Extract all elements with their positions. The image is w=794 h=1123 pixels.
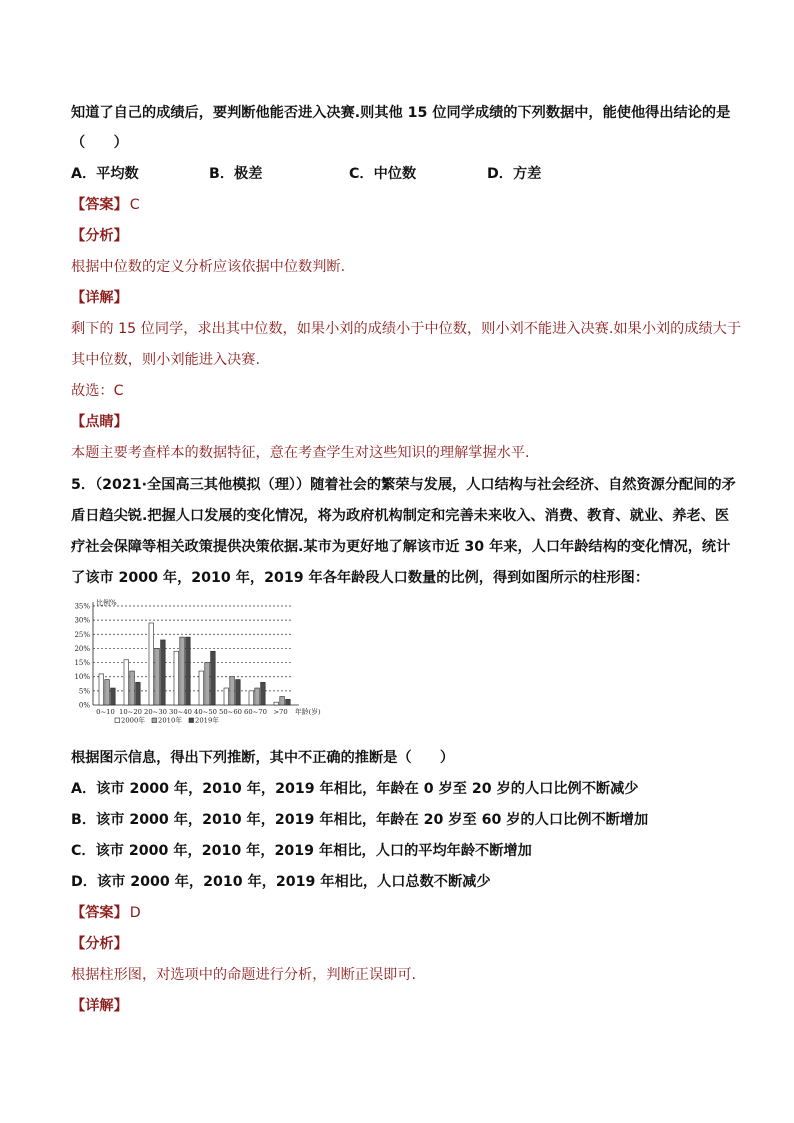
- bar-2: [105, 680, 110, 705]
- chart-grid: [93, 606, 293, 691]
- q5-question: 根据图示信息，得出下列推断，其中不正确的推断是（ ）: [71, 750, 455, 766]
- bar-1: [249, 691, 254, 705]
- legend-label: 2010年: [158, 716, 183, 725]
- legend-swatch: [152, 718, 157, 723]
- bar-3: [286, 699, 291, 705]
- y-tick-label: 5%: [78, 687, 90, 696]
- legend-label: 2019年: [195, 716, 220, 725]
- q5-stem-line4: 了该市 2000 年，2010 年，2019 年各年龄段人口数量的比例，得到如图所示的柱形图：: [71, 570, 650, 586]
- q4-option-a: A．平均数: [71, 166, 139, 182]
- y-tick-label: 20%: [74, 644, 90, 653]
- bar-2: [230, 677, 235, 705]
- q4-option-d: D．方差: [487, 166, 542, 182]
- q5-analysis: 根据柱形图，对选项中的命题进行分析，判断正误即可.: [71, 967, 417, 983]
- y-tick-label: 10%: [74, 673, 90, 682]
- bar-2: [180, 637, 185, 705]
- bar-1: [174, 651, 179, 705]
- bar-3: [161, 640, 166, 705]
- q5-option-a: A．该市 2000 年，2010 年，2019 年相比，年龄在 0 岁至 20 岁的人口比例不断减少: [71, 781, 639, 797]
- bar-3: [261, 682, 266, 705]
- q5-stem-line2: 盾日趋尖锐.把握人口发展的变化情况，将为政府机构制定和完善未来收入、消费、教育、就业、养老、医: [71, 508, 730, 524]
- y-tick-label: 15%: [74, 659, 90, 668]
- bar-3: [111, 688, 116, 705]
- bar-2: [205, 663, 210, 705]
- q4-answer-row: [71, 195, 140, 215]
- q4-answer: C: [129, 197, 140, 213]
- q4-stem-line2: （ ）: [71, 135, 128, 151]
- bar-3: [236, 680, 241, 705]
- x-tick-label: 30~40: [169, 708, 192, 716]
- legend-swatch: [189, 718, 194, 723]
- q4-analysis: 根据中位数的定义分析应该依据中位数判断.: [71, 259, 346, 275]
- q5-option-c: C．该市 2000 年，2010 年，2019 年相比，人口的平均年龄不断增加: [71, 843, 532, 859]
- q4-detail-line1: 剩下的 15 位同学，求出其中位数，如果小刘的成绩小于中位数，则小刘不能进入决赛.如果小刘的成绩大于: [71, 321, 742, 337]
- bar-1: [124, 660, 129, 705]
- q5-detail-label: 【详解】: [71, 998, 128, 1014]
- chart-bars: [99, 623, 290, 705]
- bar-3: [186, 637, 191, 705]
- q5-option-b: B．该市 2000 年，2010 年，2019 年相比，年龄在 20 岁至 60 岁的人口比例不断增加: [71, 812, 649, 828]
- x-axis-label: 年龄(岁): [295, 708, 321, 716]
- q4-answer-label: 【答案】: [71, 197, 128, 213]
- x-tick-label: 20~30: [144, 708, 167, 716]
- bar-3: [136, 682, 141, 705]
- age-bar-chart: [71, 598, 331, 726]
- q4-detail-label: 【详解】: [71, 290, 128, 306]
- q5-stem-line3: 疗社会保障等相关政策提供决策依据.某市为更好地了解该市近 30 年来，人口年龄结构的变化情况，统计: [71, 539, 731, 555]
- y-tick-label: 35%: [74, 602, 90, 611]
- q5-answer: D: [129, 905, 141, 921]
- y-tick-label: 25%: [74, 630, 90, 639]
- bar-1: [274, 702, 279, 705]
- q4-analysis-label: 【分析】: [71, 228, 128, 244]
- q4-option-b: B．极差: [209, 166, 263, 182]
- q5-option-d: D．该市 2000 年，2010 年，2019 年相比，人口总数不断减少: [71, 874, 491, 890]
- q4-comment-label: 【点睛】: [71, 414, 128, 430]
- bar-2: [130, 671, 135, 705]
- legend-label: 2000年: [121, 716, 146, 725]
- x-tick-label: 0~10: [96, 708, 115, 716]
- q5-answer-label: 【答案】: [71, 905, 128, 921]
- bar-3: [211, 651, 216, 705]
- q5-analysis-label: 【分析】: [71, 936, 128, 952]
- x-tick-label: >70: [273, 708, 288, 716]
- bar-2: [280, 697, 285, 705]
- q4-stem-line1: 知道了自己的成绩后，要判断他能否进入决赛.则其他 15 位同学成绩的下列数据中，能使他得出结论的是: [71, 105, 731, 121]
- q4-detail-line2: 其中位数，则小刘能进入决赛.: [71, 352, 260, 368]
- bar-1: [99, 674, 104, 705]
- bar-2: [255, 688, 260, 705]
- bar-1: [224, 688, 229, 705]
- x-tick-label: 60~70: [244, 708, 267, 716]
- x-tick-label: 40~50: [194, 708, 217, 716]
- q5-stem-line1: 5．（2021·全国高三其他模拟（理））随着社会的繁荣与发展，人口结构与社会经济、自然资源分配间的矛: [71, 477, 736, 493]
- x-tick-label: 50~60: [219, 708, 242, 716]
- legend-swatch: [115, 718, 120, 723]
- q4-choose: 故选：C: [71, 383, 124, 399]
- x-tick-label: 10~20: [119, 708, 142, 716]
- y-tick-label: 0%: [78, 701, 90, 710]
- bar-1: [149, 623, 154, 705]
- q4-comment: 本题主要考查样本的数据特征，意在考查学生对这些知识的理解掌握水平.: [71, 445, 530, 461]
- y-tick-label: 30%: [74, 616, 90, 625]
- chart-legend: [115, 716, 219, 725]
- q5-answer-row: [71, 903, 141, 923]
- bar-2: [155, 648, 160, 705]
- q4-option-c: C．中位数: [349, 166, 417, 182]
- bar-1: [199, 671, 204, 705]
- y-axis-label: 比例%: [96, 599, 117, 607]
